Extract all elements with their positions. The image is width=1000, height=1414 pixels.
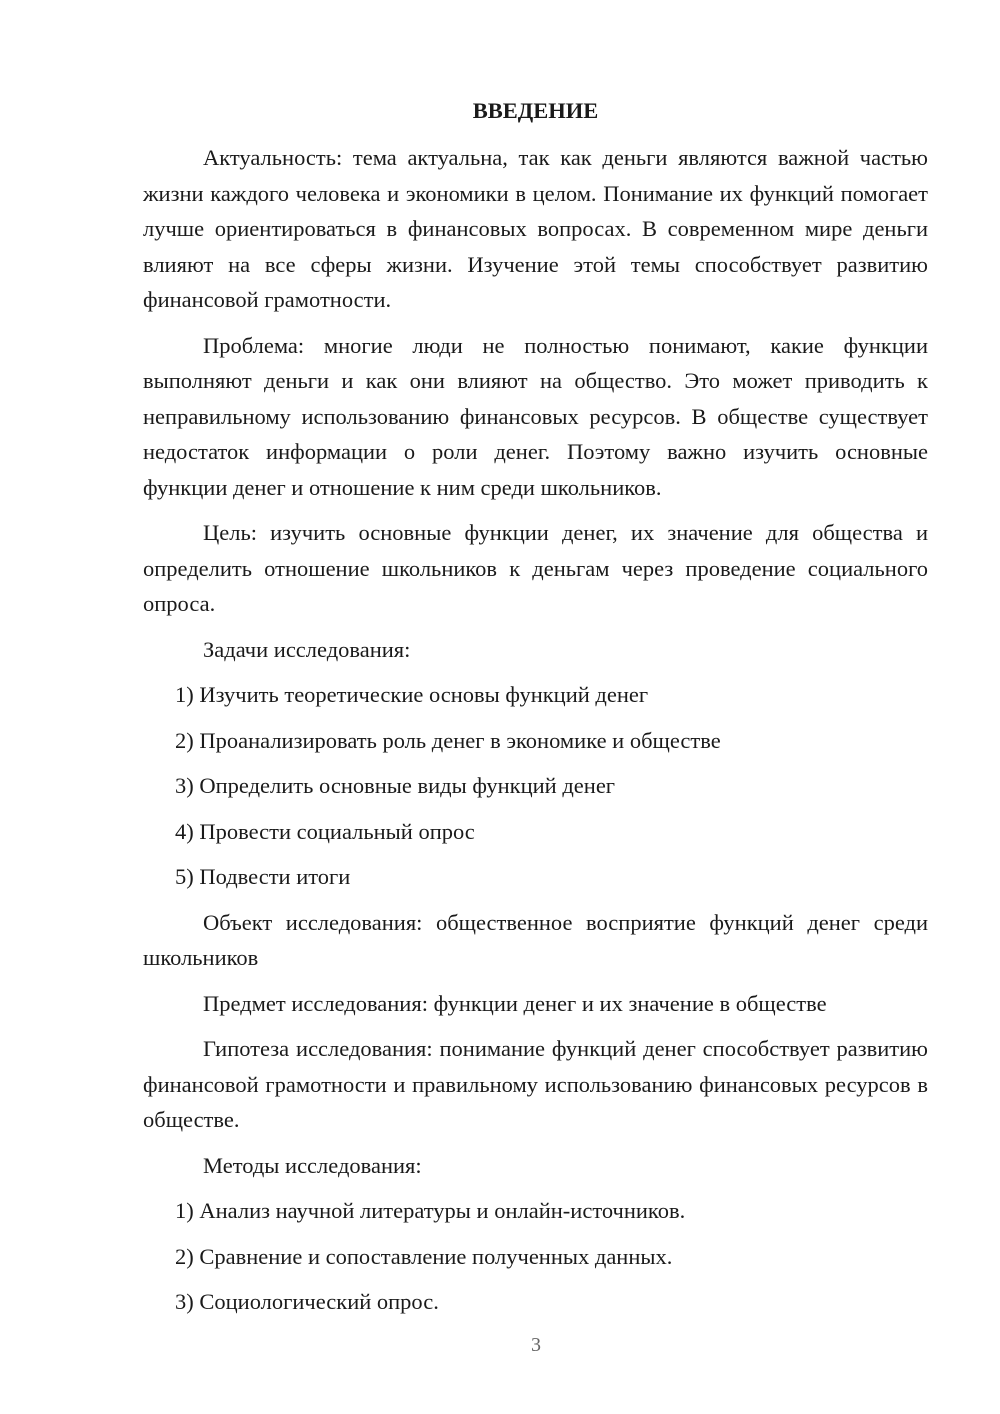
goal-paragraph: Цель: изучить основные функции денег, их значение для общества и определить отношение школьников к деньгам через проведение социального опроса. xyxy=(143,520,928,616)
method-item: 3) Социологический опрос. xyxy=(175,1289,439,1314)
task-item: 3) Определить основные виды функций денег xyxy=(175,773,616,798)
task-item: 2) Проанализировать роль денег в экономике и обществе xyxy=(175,727,721,753)
document-page xyxy=(143,92,928,1330)
subject-paragraph: Предмет исследования: функции денег и их значение в обществе xyxy=(203,990,827,1016)
object-paragraph: Объект исследования: общественное восприятие функций денег среди школьников xyxy=(143,909,928,970)
problem-paragraph: Проблема: многие люди не полностью понимают, какие функции выполняют деньги и как они влияют на общество. Это может приводить к неправильному использованию финансовых ресурсов. В обществе существует недостаток информации о роли денег. Поэтому важно изучить основные функции денег и отношение к ним среди школьников. xyxy=(143,332,928,500)
hypothesis-paragraph: Гипотеза исследования: понимание функций денег способствует развитию финансовой грамотности и правильному использованию финансовых ресурсов в обществе. xyxy=(143,1036,928,1132)
method-item: 2) Сравнение и сопоставление полученных данных. xyxy=(175,1243,673,1269)
page-number: 3 xyxy=(531,1334,541,1356)
methods-heading: Методы исследования: xyxy=(203,1152,422,1178)
task-item: 1) Изучить теоретические основы функций денег xyxy=(175,682,649,707)
method-item: 1) Анализ научной литературы и онлайн-источников. xyxy=(175,1198,686,1223)
task-item: 5) Подвести итоги xyxy=(175,864,351,889)
section-title: ВВЕДЕНИЕ xyxy=(472,98,599,123)
relevance-paragraph: Актуальность: тема актуальна, так как деньги являются важной частью жизни каждого человека и экономики в целом. Понимание их функций помогает лучше ориентироваться в финансовых вопросах. В современном мире деньги влияют на все сферы жизни. Изучение этой темы способствует развитию финансовой грамотности. xyxy=(143,145,928,312)
tasks-heading: Задачи исследования: xyxy=(203,636,411,662)
task-item: 4) Провести социальный опрос xyxy=(175,818,475,844)
